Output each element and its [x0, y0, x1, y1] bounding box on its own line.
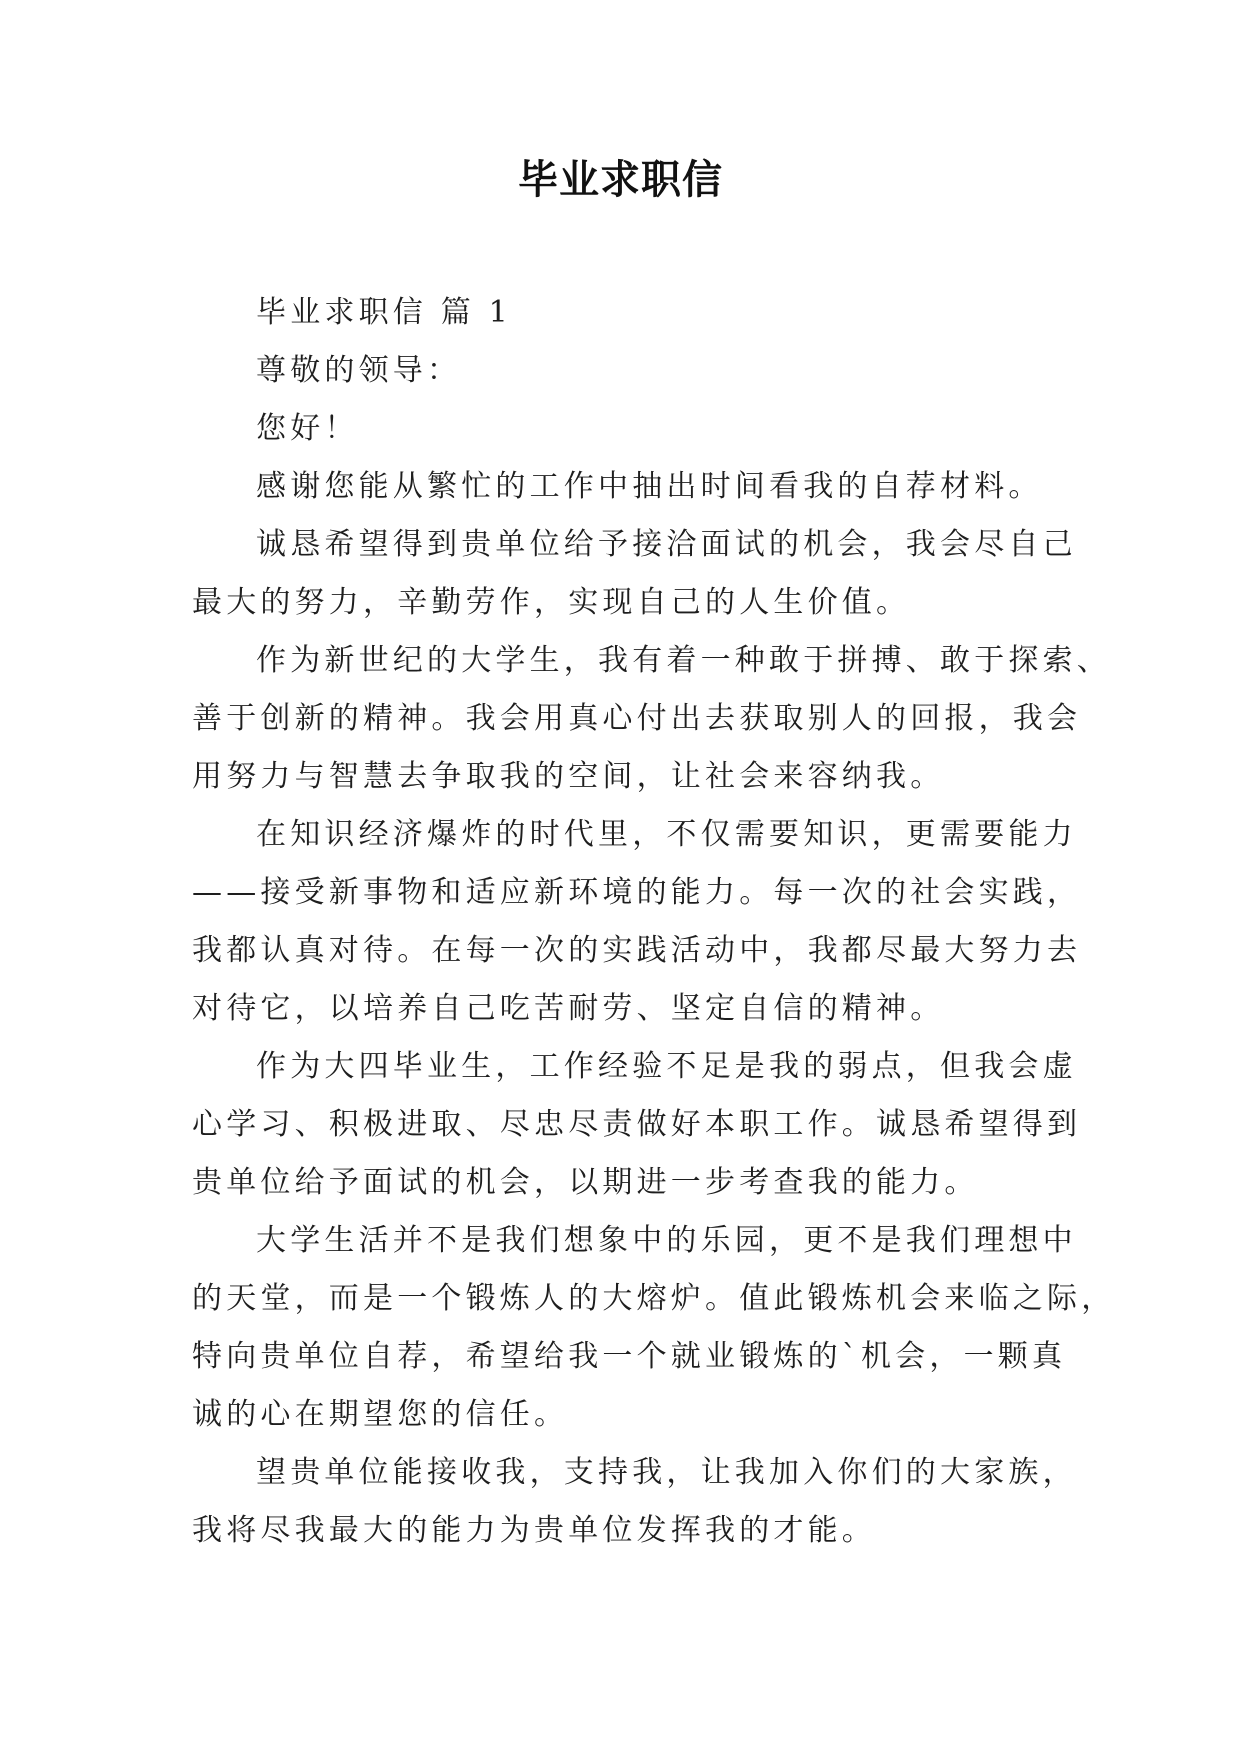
paragraph-line: 望贵单位能接收我，支持我，让我加入你们的大家族， — [256, 1455, 1077, 1490]
paragraph-line: 尊敬的领导： — [256, 353, 462, 388]
document-title: 毕业求职信 — [518, 157, 723, 203]
paragraph-line: ——接受新事物和适应新环境的能力。每一次的社会实践， — [192, 875, 1082, 910]
paragraph-line: 您好！ — [256, 411, 359, 446]
paragraph — [192, 1212, 1116, 1444]
paragraph — [192, 1444, 1077, 1560]
paragraph-line: 我将尽我最大的能力为贵单位发挥我的才能。 — [192, 1513, 876, 1548]
paragraph-line: 感谢您能从繁忙的工作中抽出时间看我的自荐材料。 — [256, 469, 1043, 504]
paragraph-line: 毕业求职信 篇 1 — [256, 295, 512, 330]
paragraph — [192, 458, 1058, 516]
paragraph-line: 贵单位给予面试的机会，以期进一步考查我的能力。 — [192, 1165, 979, 1200]
paragraph — [192, 342, 1058, 400]
paragraph-line: 大学生活并不是我们想象中的乐园，更不是我们理想中 — [256, 1223, 1077, 1258]
paragraph-line: 作为大四毕业生，工作经验不足是我的弱点，但我会虚 — [256, 1049, 1077, 1084]
paragraph-line: 最大的努力，辛勤劳作，实现自己的人生价值。 — [192, 585, 911, 620]
paragraph — [192, 632, 1111, 806]
paragraph — [192, 284, 1058, 342]
paragraph — [192, 400, 1058, 458]
paragraph-line: 在知识经济爆炸的时代里，不仅需要知识，更需要能力 — [256, 817, 1077, 852]
paragraph-line: 诚恳希望得到贵单位给予接洽面试的机会，我会尽自己 — [256, 527, 1077, 562]
paragraph-line: 我都认真对待。在每一次的实践活动中，我都尽最大努力去 — [192, 933, 1082, 968]
paragraph-line: 善于创新的精神。我会用真心付出去获取别人的回报，我会 — [192, 701, 1082, 736]
paragraph-line: 作为新世纪的大学生，我有着一种敢于拼搏、敢于探索、 — [256, 643, 1111, 678]
paragraph-line: 特向贵单位自荐，希望给我一个就业锻炼的`机会，一颗真 — [192, 1339, 1067, 1374]
paragraph — [192, 516, 1077, 632]
paragraph-line: 的天堂，而是一个锻炼人的大熔炉。值此锻炼机会来临之际， — [192, 1281, 1116, 1316]
paragraph-line: 对待它，以培养自己吃苦耐劳、坚定自信的精神。 — [192, 991, 945, 1026]
paragraph — [192, 806, 1082, 1038]
paragraph-line: 诚的心在期望您的信任。 — [192, 1397, 569, 1432]
paragraph — [192, 1038, 1082, 1212]
paragraph-line: 用努力与智慧去争取我的空间，让社会来容纳我。 — [192, 759, 945, 794]
paragraph-line: 心学习、积极进取、尽忠尽责做好本职工作。诚恳希望得到 — [192, 1107, 1082, 1142]
document-body — [192, 284, 1116, 1560]
